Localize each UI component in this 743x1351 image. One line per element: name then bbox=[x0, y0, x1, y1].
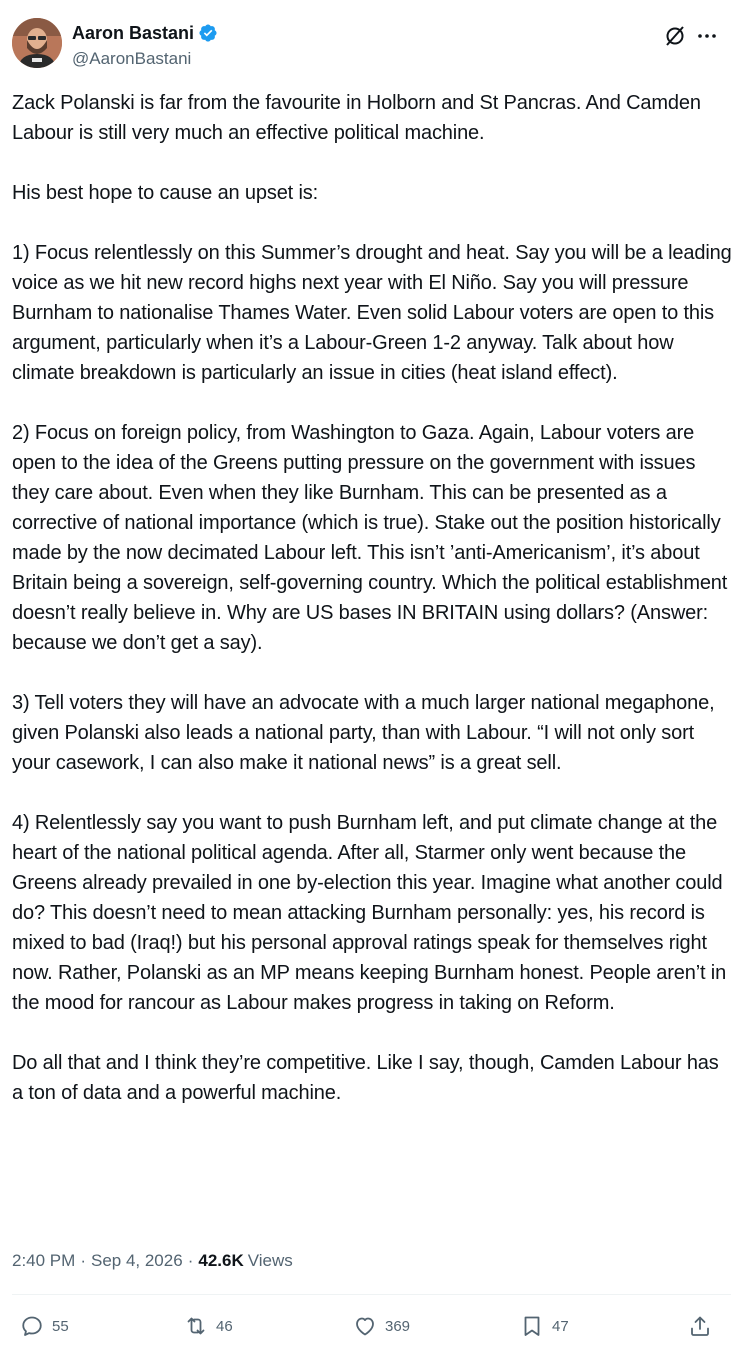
author-names bbox=[72, 21, 218, 71]
like-count: 369 bbox=[385, 1317, 411, 1335]
tweet-date[interactable]: Sep 4, 2026 bbox=[90, 1251, 183, 1270]
share-icon bbox=[688, 1314, 712, 1338]
meta-separator: · bbox=[187, 1251, 194, 1270]
repost-count: 46 bbox=[216, 1317, 233, 1335]
reply-count: 55 bbox=[52, 1317, 69, 1335]
handle[interactable]: @AaronBastani bbox=[72, 49, 192, 68]
display-name[interactable]: Aaron Bastani bbox=[72, 23, 195, 43]
more-icon[interactable] bbox=[695, 24, 719, 48]
tweet-paragraph: 3) Tell voters they will have an advocate with a much larger national megaphone, given Polanski also leads a national party, than with Labour. “I will not only sort your casework, I can also make it national news” is a great sell. bbox=[12, 692, 715, 774]
bookmark-count: 47 bbox=[552, 1317, 569, 1335]
tweet-paragraph: 2) Focus on foreign policy, from Washington to Gaza. Again, Labour voters are open to the idea of the Greens putting pressure on the government with issues they care about. Even when they like Burnham. This can be presented as a corrective of national importance (which is true). Stake out the position historically made by the now decimated Labour left. This isn’t ’anti-Americanism’, it’s about Britain being a sovereign, self-governing country. Which the political establishment doesn’t really believe in. Why are US bases IN BRITAIN using dollars? (Answer: because we don’t get a say). bbox=[12, 422, 728, 654]
tweet-text bbox=[12, 88, 732, 1108]
display-name-row[interactable] bbox=[72, 21, 218, 45]
repost-button[interactable] bbox=[184, 1306, 233, 1346]
avatar[interactable] bbox=[12, 18, 62, 68]
grok-icon[interactable] bbox=[663, 24, 687, 48]
tweet-paragraph: 1) Focus relentlessly on this Summer’s drought and heat. Say you will be a leading voice as we hit new record highs next year with El Niño. Say you will pressure Burnham to nationalise Thames Water. Even solid Labour voters are open to this argument, particularly when it’s a Labour-Green 1-2 anyway. Talk about how climate breakdown is particularly an issue in cities (heat island effect). bbox=[12, 242, 732, 384]
tweet-header bbox=[12, 18, 731, 74]
tweet-paragraph: 4) Relentlessly say you want to push Burnham left, and put climate change at the heart of the national political agenda. After all, Starmer only went because the Greens already prevailed in one by-election this year. Imagine what another could do? This doesn’t need to mean attacking Burnham personally: yes, his record is mixed to bad (Iraq!) but his personal approval ratings speak for themselves right now. Rather, Polanski as an MP means keeping Burnham honest. People aren’t in the mood for rancour as Labour makes progress in taking on Reform. bbox=[12, 812, 727, 1014]
action-bar bbox=[12, 1306, 732, 1346]
tweet-meta bbox=[12, 1247, 293, 1275]
views-label: Views bbox=[247, 1251, 293, 1270]
verified-badge-icon bbox=[198, 23, 218, 43]
meta-separator: · bbox=[80, 1251, 86, 1270]
divider bbox=[12, 1294, 731, 1295]
tweet-paragraph: His best hope to cause an upset is: bbox=[12, 182, 319, 204]
tweet-paragraph: Zack Polanski is far from the favourite in Holborn and St Pancras. And Camden Labour is still very much an effective political machine. bbox=[12, 92, 701, 144]
views-count[interactable]: 42.6K bbox=[198, 1251, 244, 1270]
tweet-time[interactable]: 2:40 PM bbox=[12, 1251, 76, 1270]
bookmark-button[interactable] bbox=[520, 1306, 569, 1346]
bookmark-icon bbox=[520, 1314, 544, 1338]
heart-icon bbox=[353, 1314, 377, 1338]
repost-icon bbox=[184, 1314, 208, 1338]
reply-icon bbox=[20, 1314, 44, 1338]
tweet-paragraph: Do all that and I think they’re competitive. Like I say, though, Camden Labour has a ton of data and a powerful machine. bbox=[12, 1052, 719, 1104]
reply-button[interactable] bbox=[20, 1306, 69, 1346]
like-button[interactable] bbox=[353, 1306, 410, 1346]
share-button[interactable] bbox=[688, 1306, 712, 1346]
